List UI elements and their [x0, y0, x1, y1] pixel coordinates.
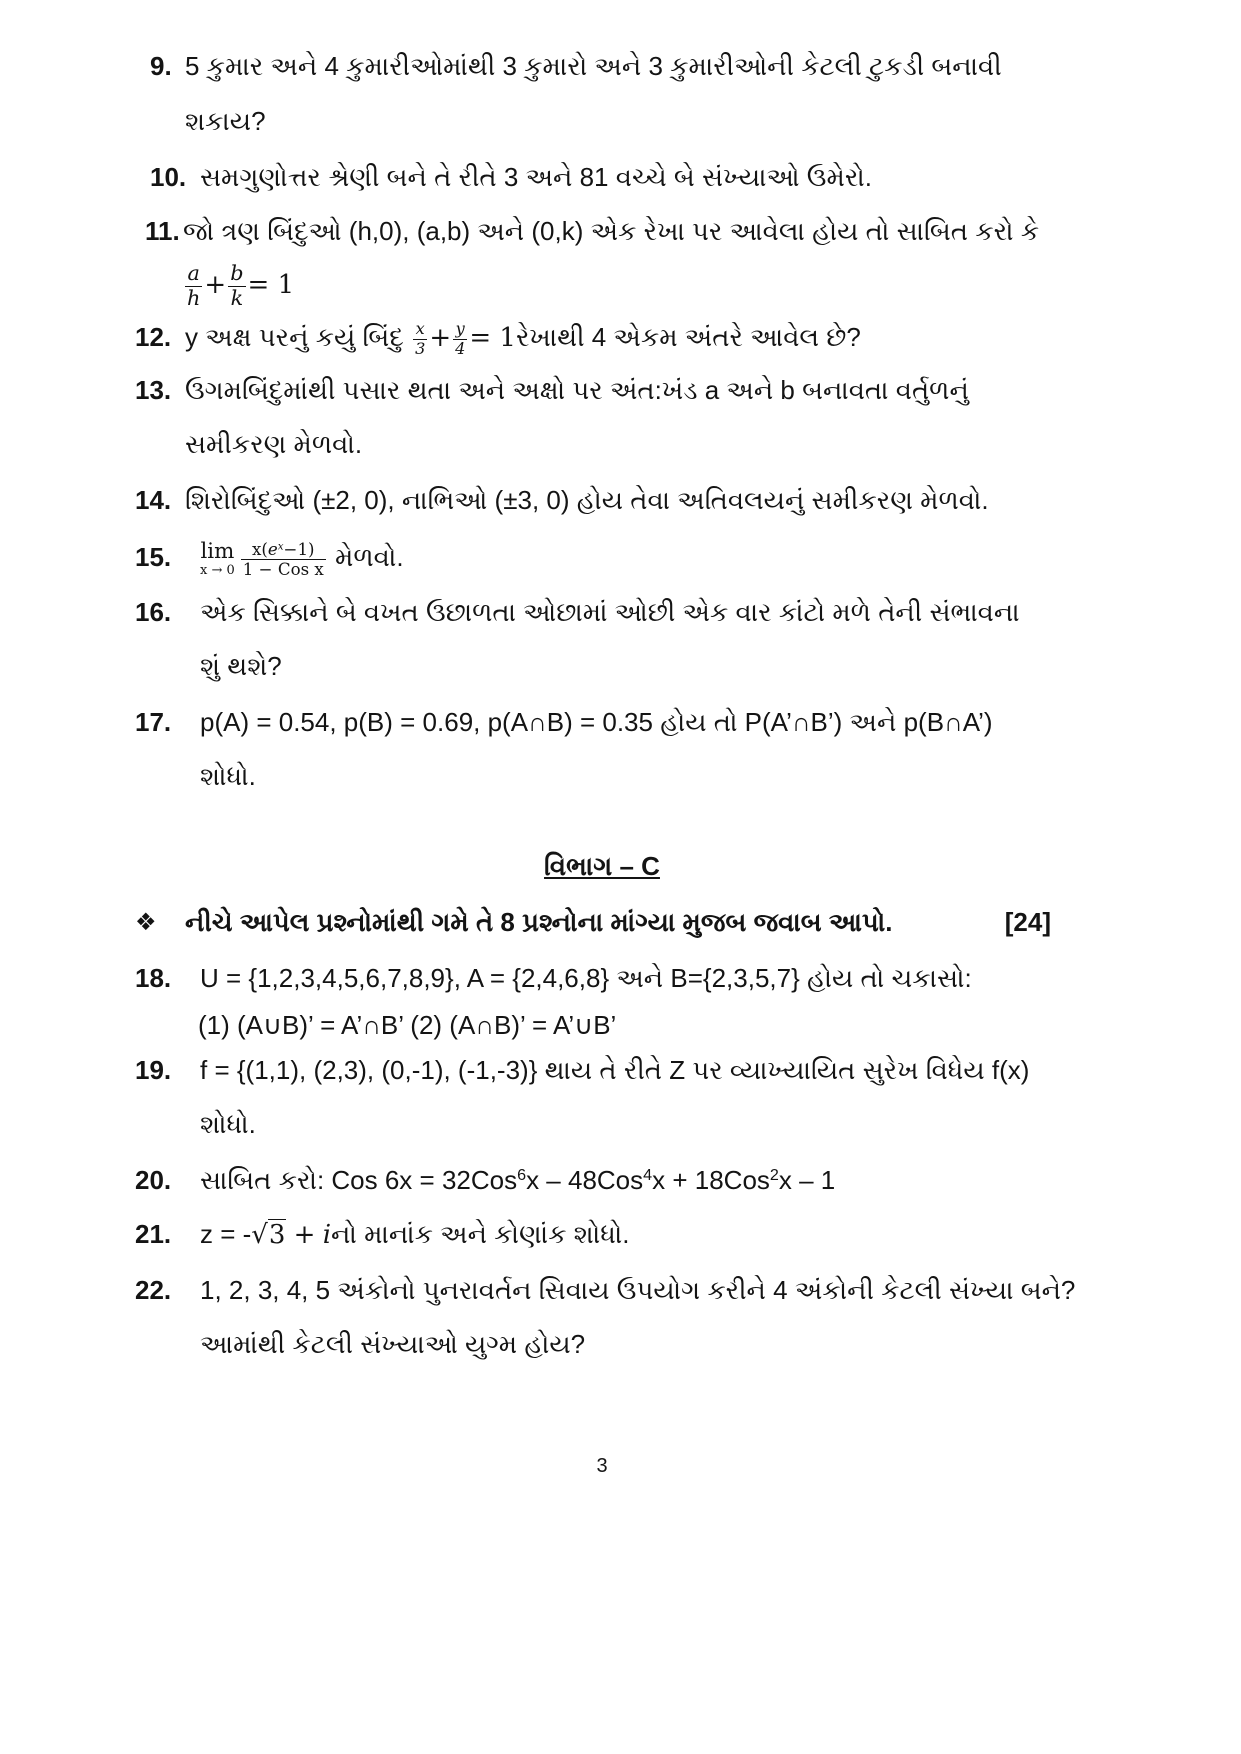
- question-11-text: જો ત્રણ બિંદુઓ (h,0), (a,b) અને (0,k) એક રેખા પર આવેલા હોય તો સાબિત કરો કે: [183, 216, 1040, 246]
- plus-operator: +: [293, 1220, 316, 1250]
- denominator: h: [187, 285, 201, 310]
- question-9-number: 9.: [150, 51, 172, 81]
- question-12-number: 12.: [135, 322, 172, 352]
- exp-power: x: [277, 539, 284, 552]
- question-21-number: 21.: [135, 1219, 172, 1249]
- four-diamond-bullet-icon: [135, 898, 157, 946]
- numerator: y: [453, 320, 467, 340]
- question-16-text: એક સિક્કાને બે વખત ઉછાળતા ઓછામાં ઓછી એક વાર કાંટો મળે તેની સંભાવના: [200, 597, 1020, 627]
- question-18-subparts: (1) (A∪B)’ = A’∩B’ (2) (A∩B)’ = A’∪B’: [198, 1010, 617, 1040]
- denominator: k: [230, 285, 244, 310]
- question-14-text: શિરોબિંદુઓ (±2, 0), નાભિઓ (±3, 0) હોય તેવા અતિવલયનું સમીકરણ મેળવો.: [185, 485, 989, 515]
- fraction-x-over-3: [413, 320, 427, 358]
- question-18-number: 18.: [135, 963, 172, 993]
- plus-operator: +: [204, 270, 227, 300]
- q21-text-after: નો માનાંક અને કોણાંક શોધો.: [331, 1219, 630, 1249]
- question-11-number: 11.: [145, 216, 180, 246]
- page-number: 3: [596, 1455, 608, 1477]
- question-9-text-continued: શકાય?: [185, 106, 266, 136]
- question-16-text-continued: શું થશે?: [200, 651, 282, 681]
- q21-prefix: z = -: [200, 1219, 252, 1249]
- denominator: 3: [415, 338, 426, 358]
- question-12-text: [185, 313, 1221, 361]
- question-20-number: 20.: [135, 1165, 172, 1195]
- exp-base: e: [267, 539, 278, 559]
- equals-one: = 1: [247, 270, 295, 300]
- question-16-number: 16.: [135, 597, 172, 627]
- section-c-marks: [24]: [1004, 907, 1051, 937]
- question-13-number: 13.: [135, 375, 172, 405]
- plus-operator: +: [429, 323, 452, 353]
- equals-one: = 1: [469, 323, 516, 353]
- question-18-text: U = {1,2,3,4,5,6,7,8,9}, A = {2,4,6,8} અને B={2,3,5,7} હોય તો ચકાસો:: [200, 963, 972, 993]
- q20-part-2: x – 48Cos: [526, 1165, 644, 1195]
- question-19-text: f = {(1,1), (2,3), (0,-1), (-1,-3)} થાય તે રીતે Z પર વ્યાખ્યાયિત સુરેખ વિધેય f(x): [200, 1055, 1030, 1085]
- question-15-text: [200, 533, 1221, 581]
- limit-operator: [200, 541, 235, 576]
- question-20-text: [200, 1156, 1221, 1204]
- limit-fraction: [241, 540, 326, 579]
- question-22-number: 22.: [135, 1275, 172, 1305]
- denominator: 4: [455, 338, 466, 358]
- section-c-instruction: નીચે આપેલ પ્રશ્નોમાંથી ગમે તે 8 પ્રશ્નોના માંગ્યા મુજબ જવાબ આપો.: [185, 907, 893, 937]
- q20-part-3: x + 18Cos: [652, 1165, 770, 1195]
- numerator: a: [185, 262, 202, 287]
- question-17-number: 17.: [135, 707, 172, 737]
- limit-subscript: x → 0: [200, 562, 235, 578]
- question-21-text: [200, 1210, 1221, 1258]
- question-12-text-after: રેખાથી 4 એકમ અંતરે આવેલ છે?: [515, 322, 861, 352]
- q20-exponent-6: 6: [517, 1166, 527, 1185]
- question-17-text-continued: શોધો.: [200, 761, 256, 791]
- question-10-number: 10.: [150, 162, 187, 192]
- fraction-y-over-4: [453, 320, 467, 358]
- numerator: b: [230, 260, 244, 285]
- question-11-formula: [183, 261, 1221, 309]
- numerator-prefix: x(: [252, 539, 268, 559]
- q20-part-4: x – 1: [778, 1165, 836, 1195]
- section-c-title: વિભાગ – C: [544, 851, 660, 881]
- numerator: x: [413, 320, 427, 340]
- question-15-text-after: મેળવો.: [335, 542, 404, 572]
- fraction-a-over-h: [185, 262, 202, 311]
- question-19-number: 19.: [135, 1055, 172, 1085]
- imaginary-unit: i: [322, 1220, 332, 1250]
- question-10-text: સમગુણોત્તર શ્રેણી બને તે રીતે 3 અને 81 વચ્ચે બે સંખ્યાઓ ઉમેરો.: [200, 162, 872, 192]
- question-9-text: 5 કુમાર અને 4 કુમારીઓમાંથી 3 કુમારો અને 3 કુમારીઓની કેટલી ટુકડી બનાવી: [185, 51, 1002, 81]
- question-15-number: 15.: [135, 542, 172, 572]
- question-13-text: ઉગમબિંદુમાંથી પસાર થતા અને અક્ષો પર અંત:ખંડ a અને b બનાવતા વર્તુળનું: [185, 375, 969, 405]
- q20-exponent-2: 2: [769, 1166, 779, 1185]
- fraction-b-over-k: [228, 262, 245, 311]
- question-14-number: 14.: [135, 485, 172, 515]
- q20-part-1: સાબિત કરો: Cos 6x = 32Cos: [200, 1165, 518, 1195]
- square-root-radicand: 3: [268, 1220, 286, 1250]
- limit-word: lim: [200, 539, 235, 565]
- question-22-text: 1, 2, 3, 4, 5 અંકોનો પુનરાવર્તન સિવાય ઉપયોગ કરીને 4 અંકોની કેટલી સંખ્યા બને?: [200, 1275, 1076, 1305]
- square-root-sign: √: [251, 1220, 268, 1250]
- question-22-text-continued: આમાંથી કેટલી સંખ્યાઓ યુગ્મ હોય?: [200, 1329, 586, 1359]
- question-19-text-continued: શોધો.: [200, 1109, 256, 1139]
- question-17-text: p(A) = 0.54, p(B) = 0.69, p(A∩B) = 0.35 હોય તો P(A’∩B’) અને p(B∩A’): [200, 707, 993, 737]
- denominator: 1 − Cos x: [242, 559, 324, 579]
- numerator-suffix: −1): [283, 539, 315, 559]
- question-12-text-before: y અક્ષ પરનું કયું બિંદુ: [185, 322, 404, 352]
- question-13-text-continued: સમીકરણ મેળવો.: [185, 429, 363, 459]
- q20-exponent-4: 4: [643, 1166, 653, 1185]
- numerator: [241, 540, 326, 560]
